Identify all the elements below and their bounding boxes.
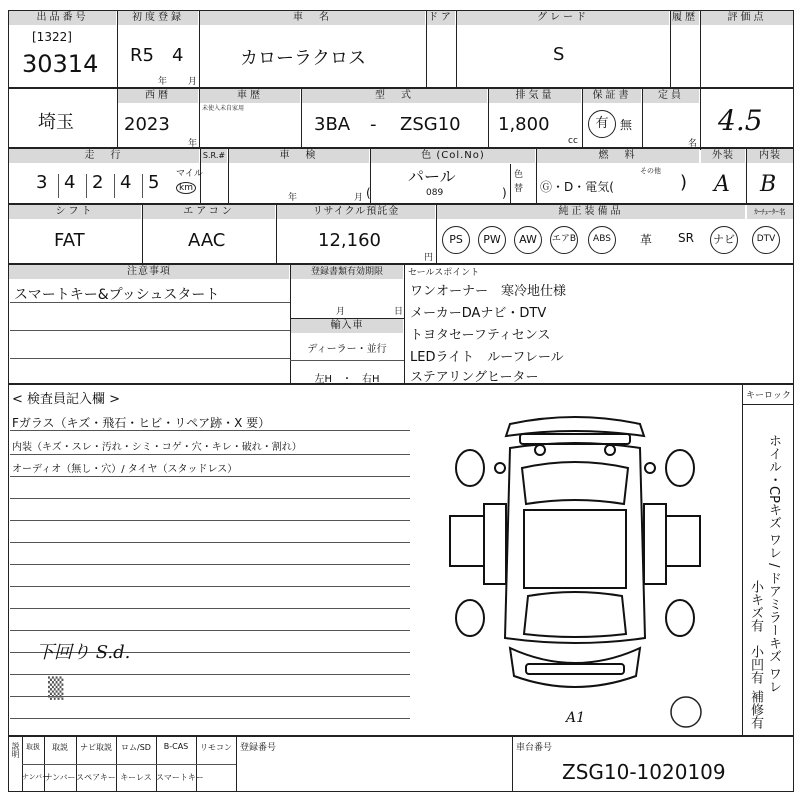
ac: AAC (188, 230, 226, 251)
mileage-digit-3: 4 (120, 172, 132, 193)
recycle-label: リサイクル預託金 (277, 205, 435, 219)
keylock-note-3: 補修有 (748, 690, 763, 729)
steering: 左H ・ 右H (314, 374, 380, 385)
grade: S (553, 44, 565, 65)
footer-bottom-2: キーレス (120, 773, 152, 782)
first-reg-era: R5 (130, 45, 154, 66)
fuel-other: その他 (640, 167, 661, 175)
equipment-5: 革 (639, 233, 652, 247)
scribble-mark: ▒ (48, 676, 64, 700)
displacement-unit: cc (568, 136, 578, 146)
mileage-digit-2: 2 (92, 172, 104, 193)
equipment-label: 純正装備品 (437, 205, 745, 219)
sales-point-2: メーカーDAナビ・DTV (410, 306, 547, 321)
footer-top-2: ロム/SD (121, 743, 151, 752)
sales-point-4: LEDライト ルーフレール (410, 350, 564, 365)
reg-doc-month: 月 (336, 307, 346, 317)
mileage-digit-0: 3 (36, 172, 58, 193)
warranty-label: 保証書 (583, 89, 641, 103)
equipment-0: PS (442, 226, 470, 254)
keylock-note-2: 小キズ有 小凹有 (748, 580, 763, 684)
car-diagram (440, 408, 710, 708)
sales-label: セールスポイント (408, 268, 480, 278)
mileage-unit-mile: マイル (176, 169, 203, 179)
score-label: 評価点 (701, 11, 793, 25)
caution-text: スマートキー&プッシュスタート (14, 287, 220, 303)
warranty-yes: 有 (588, 110, 616, 138)
color-label: 色 (Col.No) (371, 149, 535, 163)
interior-label: 内装 (747, 149, 793, 163)
fuel-options: Ⓖ・D・電気( (540, 180, 614, 194)
equipment-8: DTV (752, 226, 780, 254)
odometer-label: S.R.# (201, 149, 227, 163)
displacement: 1,800 (498, 114, 550, 135)
ac-label: エアコン (143, 205, 275, 219)
footer-bottom-1: スペアキー (76, 773, 116, 782)
shift-label: シフト (9, 205, 141, 219)
type-label: 型 式 (302, 89, 487, 103)
equipment-1: PW (478, 226, 506, 254)
handwritten-note: 下回り S.d. (36, 642, 131, 663)
footer-top-0: 取説 (52, 743, 68, 752)
reg-doc-label: 登録書類有効期限 (291, 265, 403, 279)
partner-label: ｶｰﾁｪｰﾀｰ名 (747, 205, 793, 219)
type-prefix: 3BA (314, 114, 351, 135)
footer-col1-1: ナンバー (22, 773, 50, 781)
model-year-unit: 年 (188, 139, 198, 149)
equipment-2: AW (514, 226, 542, 254)
footer-bottom-0: ナンバー (44, 773, 76, 782)
fuel-label: 燃 料 (537, 149, 699, 163)
equipment-7: ナビ (710, 226, 738, 254)
color-paren-close: ) (502, 186, 507, 200)
lot-label: 出品番号 (9, 11, 116, 25)
model-year: 2023 (124, 114, 170, 135)
car-name-label: 車 名 (200, 11, 425, 25)
reg-doc-day: 日 (394, 307, 404, 317)
mileage-digit-1: 4 (64, 172, 76, 193)
exterior-grade: A (714, 172, 730, 197)
mileage-unit-km: km (176, 182, 196, 194)
model-year-label: 西暦 (118, 89, 198, 103)
keylock-note-1: ホイル・CPキズ ワレ / ドアミラーキズ ワレ (766, 434, 781, 693)
equipment-6: SR (678, 231, 694, 245)
chassis-note: 未使入未自家用 (202, 105, 245, 112)
color: パール (408, 167, 456, 186)
lot-number: 30314 (22, 50, 99, 78)
equipment-3: エアB (550, 226, 578, 254)
inspector-label: < 検査員記入欄 > (12, 392, 121, 407)
equipment-4: ABS (588, 226, 616, 254)
exterior-label: 外装 (701, 149, 745, 163)
grade-label: グレード (457, 11, 669, 25)
inspection-label: 車 検 (229, 149, 369, 163)
interior-note: 内装（キズ・スレ・汚れ・シミ・コゲ・穴・キレ・破れ・割れ） (12, 442, 302, 453)
door-label: ドア (428, 12, 454, 23)
displacement-label: 排気量 (489, 89, 581, 103)
score: 4.5 (718, 104, 763, 137)
first-reg-month: 4 (172, 45, 184, 66)
audio-note: オーディオ（無し・穴）/ タイヤ（スタッドレス） (12, 464, 238, 475)
type-model: ZSG10 (400, 114, 461, 135)
car-mark: A1 (566, 710, 586, 726)
first-reg-label: 初度登録 (118, 11, 198, 25)
chassis-no-label: 車台番号 (516, 743, 553, 753)
type-dash: - (370, 114, 377, 135)
capacity-label: 定員 (643, 89, 699, 103)
shift: FAT (54, 230, 85, 251)
color-no: 089 (426, 188, 444, 198)
import-label: 輸入車 (291, 319, 403, 333)
warranty-no: 無 (620, 118, 633, 132)
first-reg-year-unit: 年 (158, 77, 168, 87)
capacity-unit: 名 (688, 139, 698, 149)
reg-no-label: 登録番号 (240, 743, 277, 753)
car-name: カローラクロス (240, 48, 366, 69)
footer-col-label: 説明 (11, 742, 20, 758)
mileage-digit-4: 5 (148, 172, 160, 193)
footer-col1-0: 取扱 (26, 743, 40, 751)
interior-grade: B (760, 172, 777, 197)
round-stamp (668, 694, 704, 730)
recycle-unit: 円 (424, 253, 434, 263)
history-label: 履歴 (672, 12, 698, 23)
footer-top-1: ナビ取説 (80, 743, 112, 752)
sales-point-1: ワンオーナー 寒冷地仕様 (410, 284, 567, 299)
chassis-label: 車歴 (200, 89, 300, 103)
keylock-label: キーロック (746, 391, 791, 401)
lot-sub: [1322] (32, 30, 72, 44)
footer-bottom-3: スマートキー (156, 773, 204, 782)
import-options: ディーラー・並行 (307, 344, 387, 355)
inspection-month: 月 (354, 193, 364, 203)
sales-point-5: ステアリングヒーター (410, 370, 539, 385)
chassis-no: ZSG10-1020109 (562, 760, 726, 784)
fuel-close: ) (680, 172, 688, 193)
glass-note: Fガラス（キズ・飛石・ヒビ・リペア跡・X 要） (12, 416, 271, 430)
footer-top-3: B-CAS (163, 742, 189, 751)
first-reg-month-unit: 月 (188, 77, 198, 87)
color-paren-open: ( (366, 186, 371, 200)
inspection-year: 年 (288, 193, 298, 203)
color-change-label: 色替 (514, 170, 524, 194)
caution-label: 注意事項 (9, 265, 289, 279)
footer-top-4: リモコン (200, 743, 232, 752)
prefecture: 埼玉 (38, 112, 74, 133)
sales-point-3: トヨタセーフティセンス (410, 328, 551, 343)
mileage-label: 走 行 (9, 149, 199, 163)
recycle: 12,160 (318, 230, 381, 251)
